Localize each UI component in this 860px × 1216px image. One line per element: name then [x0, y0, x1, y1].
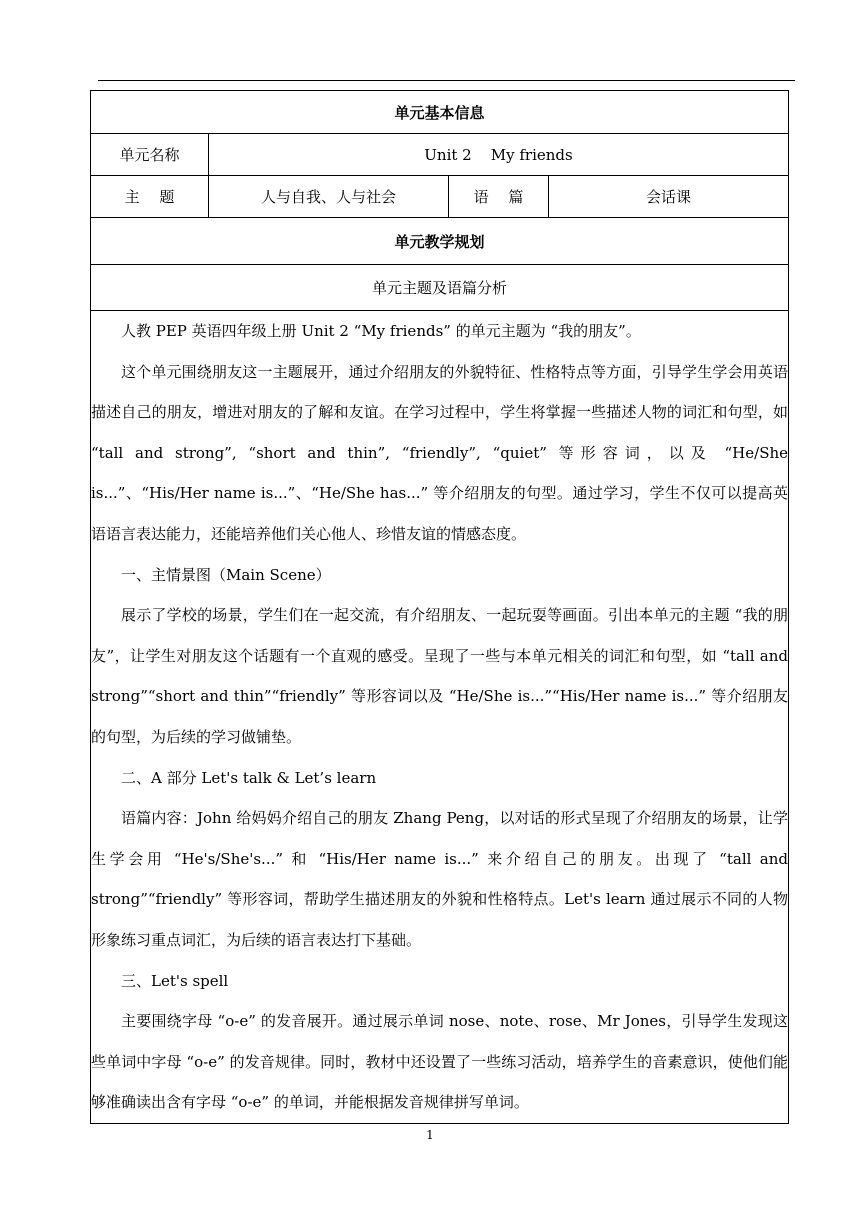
plan-title: 单元教学规划	[91, 218, 789, 265]
header-rule	[98, 80, 795, 81]
unit-info-table	[90, 90, 789, 1124]
section-heading-main-scene: 一、主情景图（Main Scene）	[121, 565, 331, 584]
unit-name-value: Unit 2 My friends	[209, 134, 789, 176]
page-number: 1	[426, 1128, 434, 1142]
paragraph-main-scene: 展示了学校的场景，学生们在一起交流，有介绍朋友、一起玩耍等画面。引出本单元的主题 “我的朋友”，让学生对朋友这个话题有一个直观的感受。呈现了一些与本单元相关的词汇和句型，如 “tall and strong”“short and thin”“friendly” 等形容词以及 “He/She is...”“His/Her name is...” 等介绍朋友的句型，为后续的学习做铺垫。	[91, 606, 789, 746]
unit-info-title: 单元基本信息	[91, 91, 789, 134]
paragraph-lets-spell: 主要围绕字母 “o-e” 的发音展开。通过展示单词 nose、note、rose、Mr Jones，引导学生发现这些单词中字母 “o-e” 的发音规律。同时，教材中还设置了一些练习活动，培养学生的音素意识，使他们能够准确读出含有字母 “o-e” 的单词，并能根据发音规律拼写单词。	[91, 1012, 789, 1112]
analysis-title: 单元主题及语篇分析	[91, 265, 789, 311]
section-heading-lets-spell: 三、Let's spell	[121, 971, 229, 990]
section-heading-part-a: 二、A 部分 Let's talk & Let’s learn	[121, 768, 377, 787]
paragraph-intro: 人教 PEP 英语四年级上册 Unit 2 “My friends” 的单元主题为 “我的朋友”。	[121, 322, 641, 340]
unit-name-label: 单元名称	[91, 134, 209, 176]
discourse-value: 会话课	[549, 176, 789, 218]
paragraph-overview: 这个单元围绕朋友这一主题展开，通过介绍朋友的外貌特征、性格特点等方面，引导学生学会用英语描述自己的朋友，增进对朋友的了解和友谊。在学习过程中，学生将掌握一些描述人物的词汇和句型，如 “tall and strong”, “short and thin”, “friendly”, “quiet” 等形容词，以及 “He/She is...”、“His/Her name is...”、“He/She has...” 等介绍朋友的句型。通过学习，学生不仅可以提高英语语言表达能力，还能培养他们关心他人、珍惜友谊的情感态度。	[91, 362, 789, 543]
paragraph-part-a: 语篇内容：John 给妈妈介绍自己的朋友 Zhang Peng，以对话的形式呈现了介绍朋友的场景，让学生学会用 “He's/She's...” 和 “His/Her name is...” 来介绍自己的朋友。出现了 “tall and strong”“friendly” 等形容词，帮助学生描述朋友的外貌和性格特点。Let's learn 通过展示不同的人物形象练习重点词汇，为后续的语言表达打下基础。	[91, 809, 789, 949]
theme-label: 主 题	[91, 176, 209, 218]
discourse-label: 语 篇	[449, 176, 549, 218]
analysis-body	[91, 311, 789, 1124]
theme-value: 人与自我、人与社会	[209, 176, 449, 218]
